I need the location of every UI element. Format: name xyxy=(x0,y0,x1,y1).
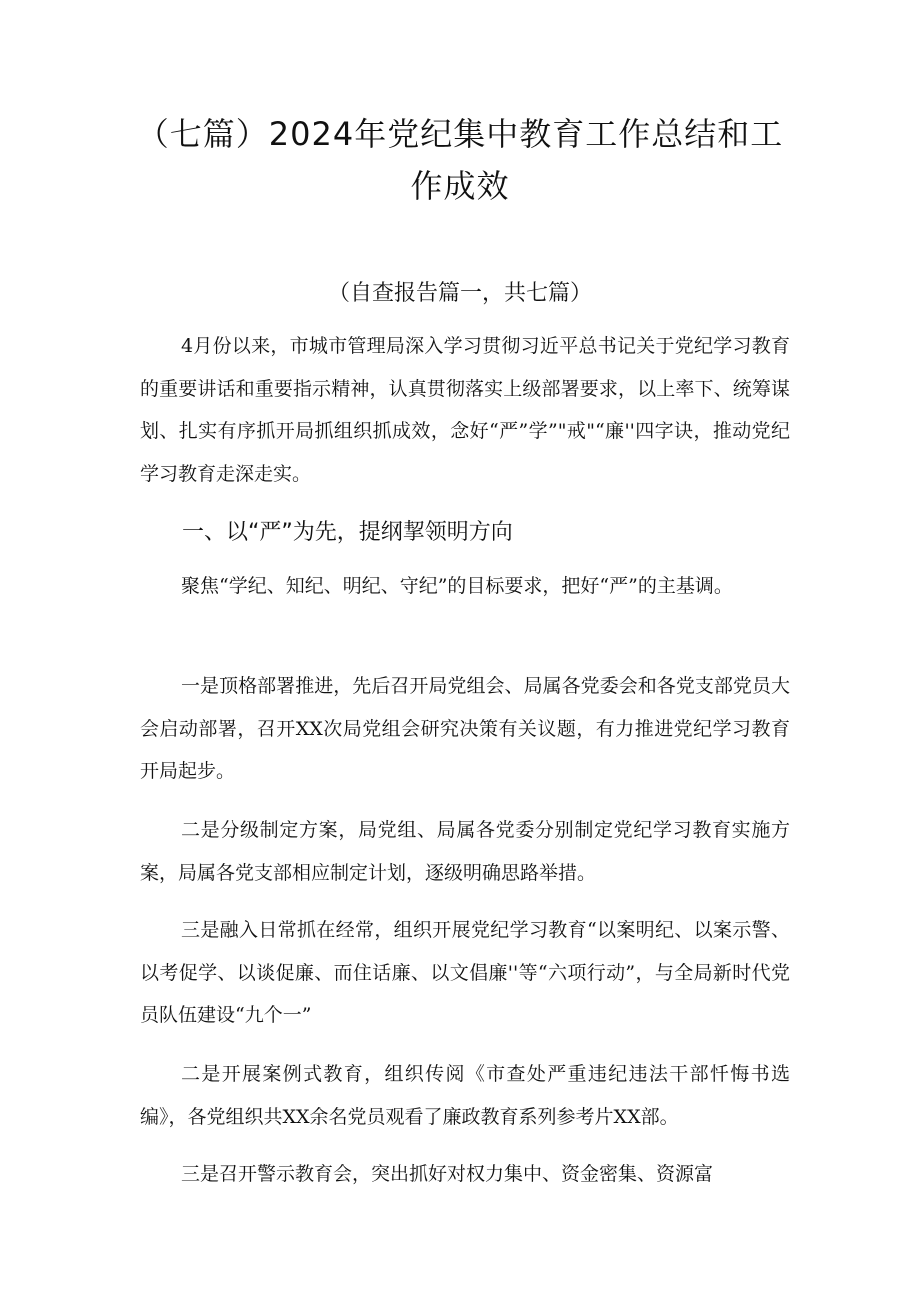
item-paragraph-1: 一是顶格部署推进，先后召开局党组会、局属各党委会和各党支部党员大会启动部署，召开XX次局党组会研究决策有关议题，有力推进党纪学习教育开局起步。 xyxy=(140,675,790,782)
section-lead-paragraph: 聚焦“学纪、知纪、明纪、守纪”的目标要求，把好“严”的主基调。 xyxy=(181,575,733,597)
item-paragraph-4: 二是开展案例式教育，组织传阅《市查处严重违纪违法干部忏悔书选编》，各党组织共XX余名党员观看了廉政教育系列参考片XX部。 xyxy=(140,1063,790,1128)
item-paragraph-2: 二是分级制定方案，局党组、局属各党委分别制定党纪学习教育实施方案，局属各党支部相应制定计划，逐级明确思路举措。 xyxy=(140,819,790,884)
document-subtitle: （自查报告篇一，共七篇） xyxy=(327,281,592,306)
section-heading: 一、以“严”为先，提纲挈领明方向 xyxy=(182,520,513,545)
item-paragraph-3: 三是融入日常抓在经常，组织开展党纪学习教育“以案明纪、以案示警、以考促学、以谈促廉、而住话廉、以文倡廉''等“六项行动”，与全局新时代党员队伍建设“九个一” xyxy=(140,919,790,1026)
document-title: （七篇）2024年党纪集中教育工作总结和工作成效 xyxy=(136,115,784,205)
item-paragraph-5: 三是召开警示教育会，突出抓好对权力集中、资金密集、资源富 xyxy=(181,1163,714,1185)
intro-paragraph: 4月份以来，市城市管理局深入学习贯彻习近平总书记关于党纪学习教育的重要讲话和重要指示精神，认真贯彻落实上级部署要求，以上率下、统筹谋划、扎实有序抓开局抓组织抓成效，念好“严”学”"戒"“廉''四字诀，推动党纪学习教育走深走实。 xyxy=(140,335,790,485)
